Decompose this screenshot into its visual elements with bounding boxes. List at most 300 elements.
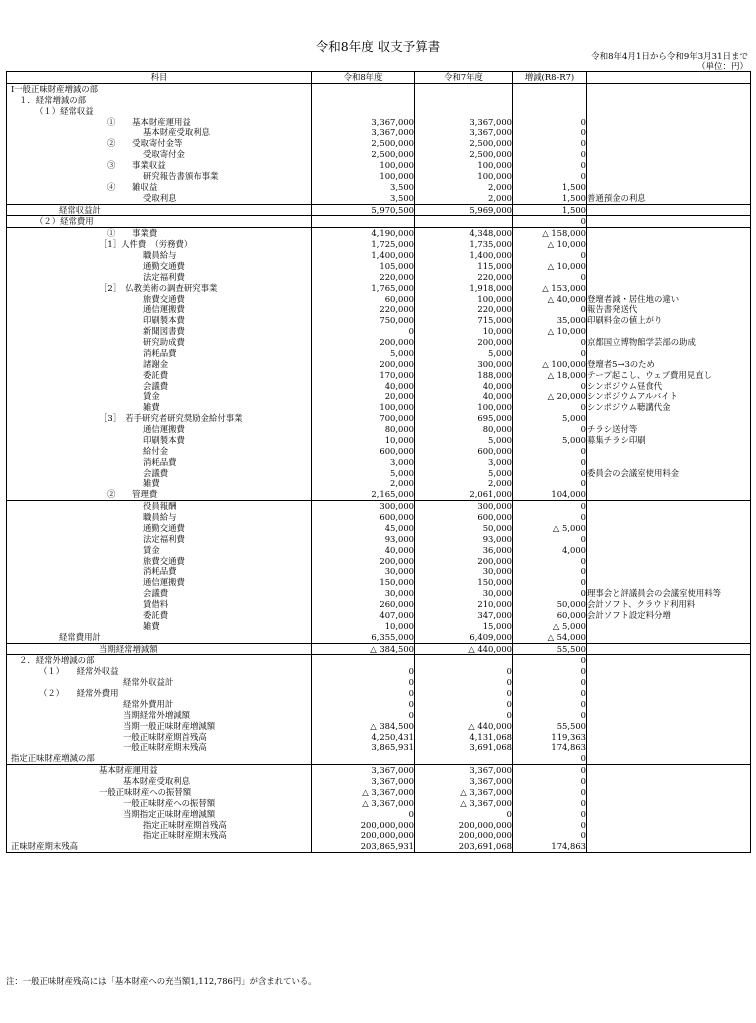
table-row — [7, 95, 751, 106]
row-diff-value: 0 — [513, 468, 587, 479]
row-r7-value: 4,131,068 — [415, 732, 513, 743]
row-r8-value: 600,000 — [312, 446, 415, 457]
row-diff-value: 0 — [513, 577, 587, 588]
row-r8-value: 300,000 — [312, 501, 415, 512]
row-note — [587, 239, 751, 250]
row-r7-value: 3,367,000 — [415, 127, 513, 138]
table-row — [7, 523, 751, 534]
row-diff-value: 60,000 — [513, 610, 587, 621]
row-r7-value: 40,000 — [415, 381, 513, 392]
row-note — [587, 478, 751, 489]
table-row — [7, 435, 751, 446]
row-r8-value: 150,000 — [312, 577, 415, 588]
row-diff-value: 0 — [513, 830, 587, 841]
row-r8-value: 200,000,000 — [312, 830, 415, 841]
row-diff-value: 0 — [513, 512, 587, 523]
row-diff-value: 0 — [513, 566, 587, 577]
row-note: 募集チラシ印刷 — [587, 435, 751, 446]
col-header-r8: 令和8年度 — [312, 72, 415, 84]
row-diff-value: 55,500 — [513, 643, 587, 655]
row-note — [587, 545, 751, 556]
row-diff-value: 0 — [513, 501, 587, 512]
row-r8-value — [312, 753, 415, 764]
row-note: 登壇者減・居住地の違い — [587, 294, 751, 305]
table-row — [7, 171, 751, 182]
row-r8-value: △ 3,367,000 — [312, 787, 415, 798]
row-diff-value: 0 — [513, 272, 587, 283]
row-diff-value: 1,500 — [513, 204, 587, 216]
row-label: 諸謝金 — [7, 359, 312, 370]
row-r7-value: 30,000 — [415, 566, 513, 577]
table-row — [7, 566, 751, 577]
row-r8-value: 4,250,431 — [312, 732, 415, 743]
row-diff-value: 0 — [513, 138, 587, 149]
table-row — [7, 457, 751, 468]
row-r8-value: 2,000 — [312, 478, 415, 489]
row-note — [587, 732, 751, 743]
row-r8-value: 2,500,000 — [312, 138, 415, 149]
row-label: 賃借料 — [7, 599, 312, 610]
row-label: ② 受取寄付金等 — [7, 138, 312, 149]
row-r7-value: 600,000 — [415, 512, 513, 523]
row-r8-value — [312, 95, 415, 106]
row-label: 職員給与 — [7, 250, 312, 261]
row-label: Ⅰ一般正味財産増減の部 — [7, 83, 312, 94]
row-label: ① 基本財産運用益 — [7, 117, 312, 128]
row-diff-value: △ 158,000 — [513, 228, 587, 239]
row-note — [587, 621, 751, 632]
row-diff-value: 0 — [513, 556, 587, 567]
row-diff-value: 0 — [513, 250, 587, 261]
row-diff-value: △ 20,000 — [513, 391, 587, 402]
table-row — [7, 577, 751, 588]
row-note — [587, 666, 751, 677]
row-r7-value: 200,000,000 — [415, 830, 513, 841]
row-r8-value: 3,000 — [312, 457, 415, 468]
row-label: 経常収益計 — [7, 204, 312, 216]
row-diff-value — [513, 83, 587, 94]
row-note: 委員会の会議室使用料金 — [587, 468, 751, 479]
row-r8-value: 3,367,000 — [312, 776, 415, 787]
row-note — [587, 688, 751, 699]
row-diff-value: 0 — [513, 787, 587, 798]
table-row — [7, 149, 751, 160]
row-diff-value: 0 — [513, 160, 587, 171]
table-row — [7, 304, 751, 315]
table-row — [7, 830, 751, 841]
row-r7-value: 3,367,000 — [415, 776, 513, 787]
row-diff-value: 0 — [513, 765, 587, 776]
row-r7-value — [415, 106, 513, 117]
row-label: ［3］ 若手研究者研究奨励金給付事業 — [7, 413, 312, 424]
row-note — [587, 326, 751, 337]
row-r8-value: 40,000 — [312, 545, 415, 556]
row-label: 委託費 — [7, 370, 312, 381]
row-label: 雑費 — [7, 478, 312, 489]
row-r8-value: 200,000 — [312, 556, 415, 567]
row-label: 研究報告書頒布事業 — [7, 171, 312, 182]
row-r7-value: 100,000 — [415, 160, 513, 171]
row-label: 賃金 — [7, 391, 312, 402]
row-r8-value: 100,000 — [312, 402, 415, 413]
table-row — [7, 182, 751, 193]
row-note — [587, 182, 751, 193]
table-row — [7, 643, 751, 655]
row-r7-value: 210,000 — [415, 599, 513, 610]
row-label: 消耗品費 — [7, 348, 312, 359]
row-note: 登壇者5→3のため — [587, 359, 751, 370]
row-label: 一般正味財産への振替額 — [7, 798, 312, 809]
table-row — [7, 216, 751, 228]
row-label: 旅費交通費 — [7, 556, 312, 567]
row-r8-value: 30,000 — [312, 588, 415, 599]
row-label: 受取寄付金 — [7, 149, 312, 160]
row-label: 印刷製本費 — [7, 435, 312, 446]
row-note: シンポジウム昼食代 — [587, 381, 751, 392]
row-r7-value: 115,000 — [415, 261, 513, 272]
row-r7-value: 300,000 — [415, 501, 513, 512]
row-note — [587, 841, 751, 852]
row-label: ④ 雑収益 — [7, 182, 312, 193]
row-diff-value: 0 — [513, 478, 587, 489]
row-note — [587, 643, 751, 655]
row-r7-value — [415, 95, 513, 106]
row-label: 経常外費用計 — [7, 699, 312, 710]
table-row — [7, 798, 751, 809]
table-row — [7, 315, 751, 326]
row-note — [587, 446, 751, 457]
row-r7-value: 188,000 — [415, 370, 513, 381]
row-note — [587, 272, 751, 283]
col-header-account: 科目 — [7, 72, 312, 84]
row-r7-value: 15,000 — [415, 621, 513, 632]
row-r8-value: 3,865,931 — [312, 742, 415, 753]
table-row — [7, 621, 751, 632]
row-diff-value: 174,863 — [513, 841, 587, 852]
row-r7-value — [415, 216, 513, 228]
row-r7-value: 3,691,068 — [415, 742, 513, 753]
row-diff-value: 0 — [513, 304, 587, 315]
row-label: 給付金 — [7, 446, 312, 457]
col-header-note — [587, 72, 751, 84]
row-r8-value: 750,000 — [312, 315, 415, 326]
table-row — [7, 359, 751, 370]
row-r7-value: 150,000 — [415, 577, 513, 588]
row-diff-value — [513, 106, 587, 117]
row-diff-value: 0 — [513, 798, 587, 809]
row-note — [587, 798, 751, 809]
row-label: 法定福利費 — [7, 272, 312, 283]
row-note — [587, 348, 751, 359]
row-note — [587, 809, 751, 820]
unit-label: （単位：円） — [696, 62, 748, 72]
document-title: 令和8年度 収支予算書 — [315, 39, 441, 54]
row-note: 印刷料金の値上がり — [587, 315, 751, 326]
row-r7-value: 0 — [415, 809, 513, 820]
table-row — [7, 294, 751, 305]
row-label: （２）経常費用 — [7, 216, 312, 228]
row-label: （２） 経常外費用 — [7, 688, 312, 699]
row-note — [587, 512, 751, 523]
row-r7-value — [415, 83, 513, 94]
table-row — [7, 424, 751, 435]
row-note — [587, 556, 751, 567]
row-note — [587, 95, 751, 106]
row-r7-value: 0 — [415, 699, 513, 710]
row-note: シンポジウムアルバイト — [587, 391, 751, 402]
row-r8-value: 100,000 — [312, 160, 415, 171]
table-row — [7, 809, 751, 820]
row-r7-value: 100,000 — [415, 402, 513, 413]
row-label: 旅費交通費 — [7, 294, 312, 305]
row-r7-value: △ 440,000 — [415, 643, 513, 655]
row-r8-value — [312, 216, 415, 228]
row-r7-value: 0 — [415, 666, 513, 677]
row-note: チラシ送付等 — [587, 424, 751, 435]
row-r7-value: 300,000 — [415, 359, 513, 370]
row-diff-value: 0 — [513, 710, 587, 721]
row-r7-value: 2,000 — [415, 478, 513, 489]
row-r7-value: 30,000 — [415, 588, 513, 599]
table-row — [7, 228, 751, 239]
row-r8-value: 45,000 — [312, 523, 415, 534]
row-r8-value: 0 — [312, 710, 415, 721]
row-r8-value — [312, 106, 415, 117]
table-row — [7, 261, 751, 272]
row-note — [587, 489, 751, 500]
row-diff-value: 0 — [513, 699, 587, 710]
row-note: テープ起こし、ウェブ費用見直し — [587, 370, 751, 381]
row-r8-value: 220,000 — [312, 272, 415, 283]
row-label: 一般正味財産期末残高 — [7, 742, 312, 753]
row-note — [587, 753, 751, 764]
row-note — [587, 204, 751, 216]
row-diff-value: 0 — [513, 381, 587, 392]
row-label: 当期指定正味財産増減額 — [7, 809, 312, 820]
row-note — [587, 776, 751, 787]
row-note — [587, 830, 751, 841]
row-r8-value: 3,367,000 — [312, 765, 415, 776]
row-diff-value: △ 10,000 — [513, 261, 587, 272]
row-label: 経常外収益計 — [7, 677, 312, 688]
row-label: 基本財産受取利息 — [7, 776, 312, 787]
row-r7-value: △ 3,367,000 — [415, 787, 513, 798]
row-label: （１） 経常外収益 — [7, 666, 312, 677]
row-diff-value: 0 — [513, 117, 587, 128]
row-diff-value: 0 — [513, 588, 587, 599]
row-r7-value: 2,061,000 — [415, 489, 513, 500]
row-note — [587, 655, 751, 666]
row-label: 通信運搬費 — [7, 424, 312, 435]
row-label: 指定正味財産増減の部 — [7, 753, 312, 764]
row-note — [587, 171, 751, 182]
row-r7-value: 2,500,000 — [415, 149, 513, 160]
row-r7-value: 5,000 — [415, 468, 513, 479]
row-r8-value: 105,000 — [312, 261, 415, 272]
table-row — [7, 688, 751, 699]
row-diff-value: 0 — [513, 216, 587, 228]
row-diff-value: 0 — [513, 666, 587, 677]
row-note — [587, 160, 751, 171]
row-r8-value: 3,500 — [312, 182, 415, 193]
table-row — [7, 272, 751, 283]
row-r8-value: 2,500,000 — [312, 149, 415, 160]
table-row — [7, 753, 751, 764]
row-label: 通勤交通費 — [7, 523, 312, 534]
table-row — [7, 283, 751, 294]
row-diff-value: 0 — [513, 348, 587, 359]
row-r7-value: △ 440,000 — [415, 721, 513, 732]
table-row — [7, 348, 751, 359]
row-diff-value: 0 — [513, 457, 587, 468]
row-note: 会計ソフト、クラウド利用料 — [587, 599, 751, 610]
row-note — [587, 534, 751, 545]
row-r8-value: △ 3,367,000 — [312, 798, 415, 809]
row-label: 法定福利費 — [7, 534, 312, 545]
row-label: 基本財産受取利息 — [7, 127, 312, 138]
row-r7-value: 5,000 — [415, 435, 513, 446]
table-row — [7, 381, 751, 392]
row-r8-value — [312, 83, 415, 94]
row-r7-value — [415, 655, 513, 666]
row-r8-value: 3,367,000 — [312, 117, 415, 128]
row-diff-value: 1,500 — [513, 193, 587, 204]
row-note: 理事会と評議員会の会議室使用料等 — [587, 588, 751, 599]
row-label: 受取利息 — [7, 193, 312, 204]
row-r8-value: 3,500 — [312, 193, 415, 204]
table-row — [7, 632, 751, 643]
row-diff-value: 119,363 — [513, 732, 587, 743]
row-diff-value: 0 — [513, 776, 587, 787]
row-label: 基本財産運用益 — [7, 765, 312, 776]
table-row — [7, 787, 751, 798]
row-label: 経常費用計 — [7, 632, 312, 643]
row-diff-value: 0 — [513, 149, 587, 160]
row-r7-value: 1,918,000 — [415, 283, 513, 294]
row-r7-value: 80,000 — [415, 424, 513, 435]
row-label: ③ 事業収益 — [7, 160, 312, 171]
row-label: 通信運搬費 — [7, 577, 312, 588]
row-diff-value: 0 — [513, 171, 587, 182]
row-label: 消耗品費 — [7, 457, 312, 468]
row-r8-value: 5,970,500 — [312, 204, 415, 216]
table-header-row — [7, 72, 751, 84]
row-label: 印刷製本費 — [7, 315, 312, 326]
col-header-diff: 増減(R8-R7) — [513, 72, 587, 84]
row-diff-value: 1,500 — [513, 182, 587, 193]
row-r7-value: 1,735,000 — [415, 239, 513, 250]
table-row — [7, 610, 751, 621]
row-note — [587, 250, 751, 261]
row-r8-value: 407,000 — [312, 610, 415, 621]
table-row — [7, 326, 751, 337]
table-row — [7, 534, 751, 545]
row-r8-value: 0 — [312, 677, 415, 688]
row-diff-value: 104,000 — [513, 489, 587, 500]
row-label: １．経常増減の部 — [7, 95, 312, 106]
row-r8-value: 5,000 — [312, 348, 415, 359]
row-label: 指定正味財産期首残高 — [7, 820, 312, 831]
row-r7-value: 200,000 — [415, 337, 513, 348]
row-note — [587, 710, 751, 721]
table-row — [7, 655, 751, 666]
row-r7-value: 347,000 — [415, 610, 513, 621]
fiscal-period: 令和8年4月1日から令和9年3月31日まで — [591, 52, 748, 62]
row-r8-value: 220,000 — [312, 304, 415, 315]
row-r8-value: 20,000 — [312, 391, 415, 402]
row-r8-value: 700,000 — [312, 413, 415, 424]
row-label: 役員報酬 — [7, 501, 312, 512]
row-note — [587, 820, 751, 831]
table-row — [7, 117, 751, 128]
table-row — [7, 742, 751, 753]
row-r7-value: 220,000 — [415, 304, 513, 315]
budget-table — [6, 71, 751, 853]
row-note: シンポジウム聴講代金 — [587, 402, 751, 413]
row-note — [587, 106, 751, 117]
table-row — [7, 193, 751, 204]
row-label: 職員給与 — [7, 512, 312, 523]
table-row — [7, 160, 751, 171]
row-r8-value: △ 384,500 — [312, 721, 415, 732]
row-r8-value: 30,000 — [312, 566, 415, 577]
row-r7-value: 200,000 — [415, 556, 513, 567]
row-r8-value: 100,000 — [312, 171, 415, 182]
row-diff-value: △ 5,000 — [513, 523, 587, 534]
row-r8-value — [312, 655, 415, 666]
row-note — [587, 261, 751, 272]
row-r8-value: 170,000 — [312, 370, 415, 381]
row-label: 賃金 — [7, 545, 312, 556]
row-label: 研究助成費 — [7, 337, 312, 348]
table-row — [7, 204, 751, 216]
table-row — [7, 765, 751, 776]
row-label: 雑費 — [7, 621, 312, 632]
row-diff-value: 0 — [513, 402, 587, 413]
row-diff-value: 0 — [513, 820, 587, 831]
table-row — [7, 841, 751, 852]
row-note — [587, 501, 751, 512]
row-diff-value: 0 — [513, 337, 587, 348]
table-row — [7, 83, 751, 94]
table-row — [7, 699, 751, 710]
row-note — [587, 523, 751, 534]
row-label: ② 管理費 — [7, 489, 312, 500]
row-r7-value: 3,367,000 — [415, 765, 513, 776]
row-r7-value: 10,000 — [415, 326, 513, 337]
row-r8-value: 40,000 — [312, 381, 415, 392]
footnote: 注：一般正味財産残高には「基本財産への充当額1,112,786円」が含まれている。 — [6, 976, 317, 986]
row-diff-value: 5,000 — [513, 413, 587, 424]
row-note: 京都国立博物館学芸部の助成 — [587, 337, 751, 348]
table-row — [7, 413, 751, 424]
table-row — [7, 106, 751, 117]
row-diff-value: 55,500 — [513, 721, 587, 732]
row-r7-value: 203,691,068 — [415, 841, 513, 852]
row-note — [587, 138, 751, 149]
row-r8-value: 60,000 — [312, 294, 415, 305]
table-row — [7, 138, 751, 149]
table-row — [7, 732, 751, 743]
row-label: 指定正味財産期末残高 — [7, 830, 312, 841]
row-r7-value: △ 3,367,000 — [415, 798, 513, 809]
table-row — [7, 512, 751, 523]
row-note — [587, 566, 751, 577]
row-r7-value: 0 — [415, 710, 513, 721]
row-r8-value: 0 — [312, 699, 415, 710]
row-r8-value: 1,400,000 — [312, 250, 415, 261]
row-r8-value: 0 — [312, 688, 415, 699]
